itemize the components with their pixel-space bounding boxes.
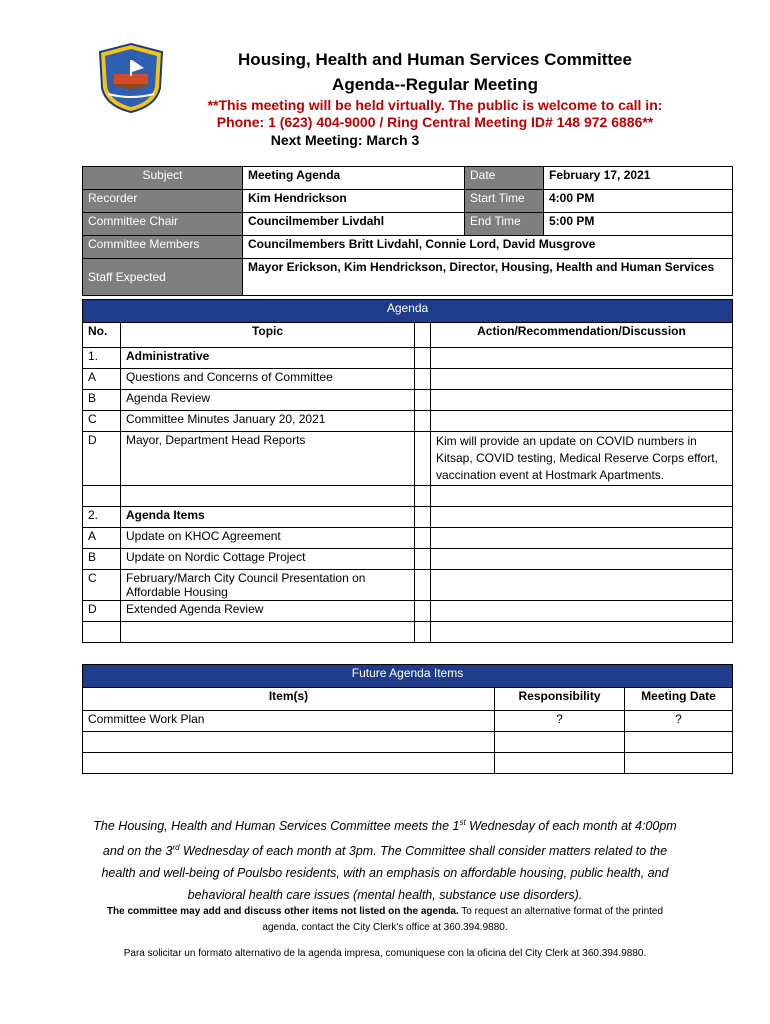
recorder-value: Kim Hendrickson <box>243 190 465 213</box>
future-heading: Future Agenda Items <box>83 665 733 688</box>
agenda-row <box>83 507 733 528</box>
agenda-table <box>82 299 733 643</box>
agenda-row-action <box>431 390 733 411</box>
agenda-row <box>83 411 733 432</box>
agenda-row <box>83 601 733 622</box>
phone-notice: Phone: 1 (623) 404-9000 / Ring Central Meeting ID# 148 972 6886** <box>216 114 654 130</box>
agenda-row-action <box>431 601 733 622</box>
agenda-row-no: 1. <box>83 348 121 369</box>
agenda-row-action <box>431 528 733 549</box>
recorder-label: Recorder <box>83 190 243 213</box>
start-time-label: Start Time <box>465 190 544 213</box>
future-row-date: ? <box>625 711 733 732</box>
agenda-row-topic: Update on Nordic Cottage Project <box>121 549 415 570</box>
agenda-heading: Agenda <box>83 300 733 323</box>
agenda-row-no: C <box>83 570 121 601</box>
agenda-row-no: B <box>83 549 121 570</box>
agenda-row-no: D <box>83 601 121 622</box>
future-row-responsibility: ? <box>495 711 625 732</box>
agenda-row-no: A <box>83 528 121 549</box>
agenda-row-action <box>431 570 733 601</box>
agenda-row <box>83 570 733 601</box>
future-col-responsibility: Responsibility <box>495 688 625 711</box>
agenda-row-action <box>431 486 733 507</box>
agenda-row-action: Kim will provide an update on COVID numbers in Kitsap, COVID testing, Medical Reserve Corps effort, vaccination event at Hostmark Apartments. <box>431 432 733 486</box>
agenda-row-action <box>431 411 733 432</box>
end-time-value: 5:00 PM <box>544 213 733 236</box>
agenda-row-no: A <box>83 369 121 390</box>
future-col-date: Meeting Date <box>625 688 733 711</box>
future-row-responsibility <box>495 753 625 774</box>
agenda-col-no: No. <box>83 323 121 348</box>
agenda-row-action <box>431 549 733 570</box>
future-row-responsibility <box>495 732 625 753</box>
agenda-row-no: B <box>83 390 121 411</box>
agenda-row-topic: Mayor, Department Head Reports <box>121 432 415 486</box>
date-label: Date <box>465 167 544 190</box>
future-row-item <box>83 732 495 753</box>
committee-description: The Housing, Health and Human Services Committee meets the 1st Wednesday of each month at 4:00pm and on the 3rd Wednesday of each month at 3pm. The Committee shall consider matters related to the health and well-being of Poulsbo residents, with an emphasis on affordable housing, public health, and behavioral health care issues (mental health, substance use disorders). <box>93 818 677 903</box>
agenda-row-action <box>431 348 733 369</box>
chair-label: Committee Chair <box>83 213 243 236</box>
meeting-info-table <box>82 166 733 296</box>
future-row-item <box>83 753 495 774</box>
staff-value: Mayor Erickson, Kim Hendrickson, Director, Housing, Health and Human Services <box>243 259 733 296</box>
alternative-format-notice: The committee may add and discuss other items not listed on the agenda. To request an alternative format of the printed agenda, contact the City Clerk's office at 360.394.9880. <box>106 906 664 933</box>
staff-label: Staff Expected <box>83 259 243 296</box>
agenda-row-topic: Extended Agenda Review <box>121 601 415 622</box>
agenda-row-topic: Administrative <box>121 348 415 369</box>
agenda-row-topic: Agenda Review <box>121 390 415 411</box>
date-value: February 17, 2021 <box>544 167 733 190</box>
virtual-notice: **This meeting will be held virtually. The public is welcome to call in: <box>207 97 663 113</box>
meeting-subtitle: Agenda--Regular Meeting <box>332 75 538 94</box>
committee-title: Housing, Health and Human Services Committee <box>238 50 632 69</box>
agenda-row-topic: Committee Minutes January 20, 2021 <box>121 411 415 432</box>
members-label: Committee Members <box>83 236 243 259</box>
agenda-row-no <box>83 622 121 643</box>
members-value: Councilmembers Britt Livdahl, Connie Lord, David Musgrove <box>243 236 733 259</box>
future-items-table <box>82 664 733 774</box>
agenda-row-topic <box>121 486 415 507</box>
agenda-row <box>83 528 733 549</box>
agenda-row <box>83 622 733 643</box>
agenda-col-action: Action/Recommendation/Discussion <box>431 323 733 348</box>
agenda-row-action <box>431 369 733 390</box>
agenda-row-topic: Questions and Concerns of Committee <box>121 369 415 390</box>
future-col-item: Item(s) <box>83 688 495 711</box>
chair-value: Councilmember Livdahl <box>243 213 465 236</box>
future-row <box>83 732 733 753</box>
future-row-item: Committee Work Plan <box>83 711 495 732</box>
agenda-row-no: C <box>83 411 121 432</box>
agenda-row-no: 2. <box>83 507 121 528</box>
agenda-row-no <box>83 486 121 507</box>
subject-label: Subject <box>83 167 243 190</box>
agenda-row <box>83 369 733 390</box>
future-row-date <box>625 732 733 753</box>
spanish-notice: Para solicitar un formato alternativo de la agenda impresa, comuniquese con la oficina del City Clerk at 360.394.9880. <box>123 948 647 959</box>
agenda-row <box>83 432 733 486</box>
end-time-label: End Time <box>465 213 544 236</box>
future-row-date <box>625 753 733 774</box>
agenda-row-topic <box>121 622 415 643</box>
agenda-row-no: D <box>83 432 121 486</box>
agenda-row-topic: Update on KHOC Agreement <box>121 528 415 549</box>
next-meeting: Next Meeting: March 3 <box>270 132 420 148</box>
agenda-row-topic: Agenda Items <box>121 507 415 528</box>
future-row <box>83 753 733 774</box>
agenda-row <box>83 390 733 411</box>
agenda-row-action <box>431 507 733 528</box>
agenda-row <box>83 348 733 369</box>
agenda-row-topic: February/March City Council Presentation on Affordable Housing <box>121 570 415 601</box>
agenda-row <box>83 549 733 570</box>
subject-value: Meeting Agenda <box>243 167 465 190</box>
agenda-row <box>83 486 733 507</box>
agenda-col-topic: Topic <box>121 323 415 348</box>
future-row <box>83 711 733 732</box>
agenda-row-action <box>431 622 733 643</box>
start-time-value: 4:00 PM <box>544 190 733 213</box>
